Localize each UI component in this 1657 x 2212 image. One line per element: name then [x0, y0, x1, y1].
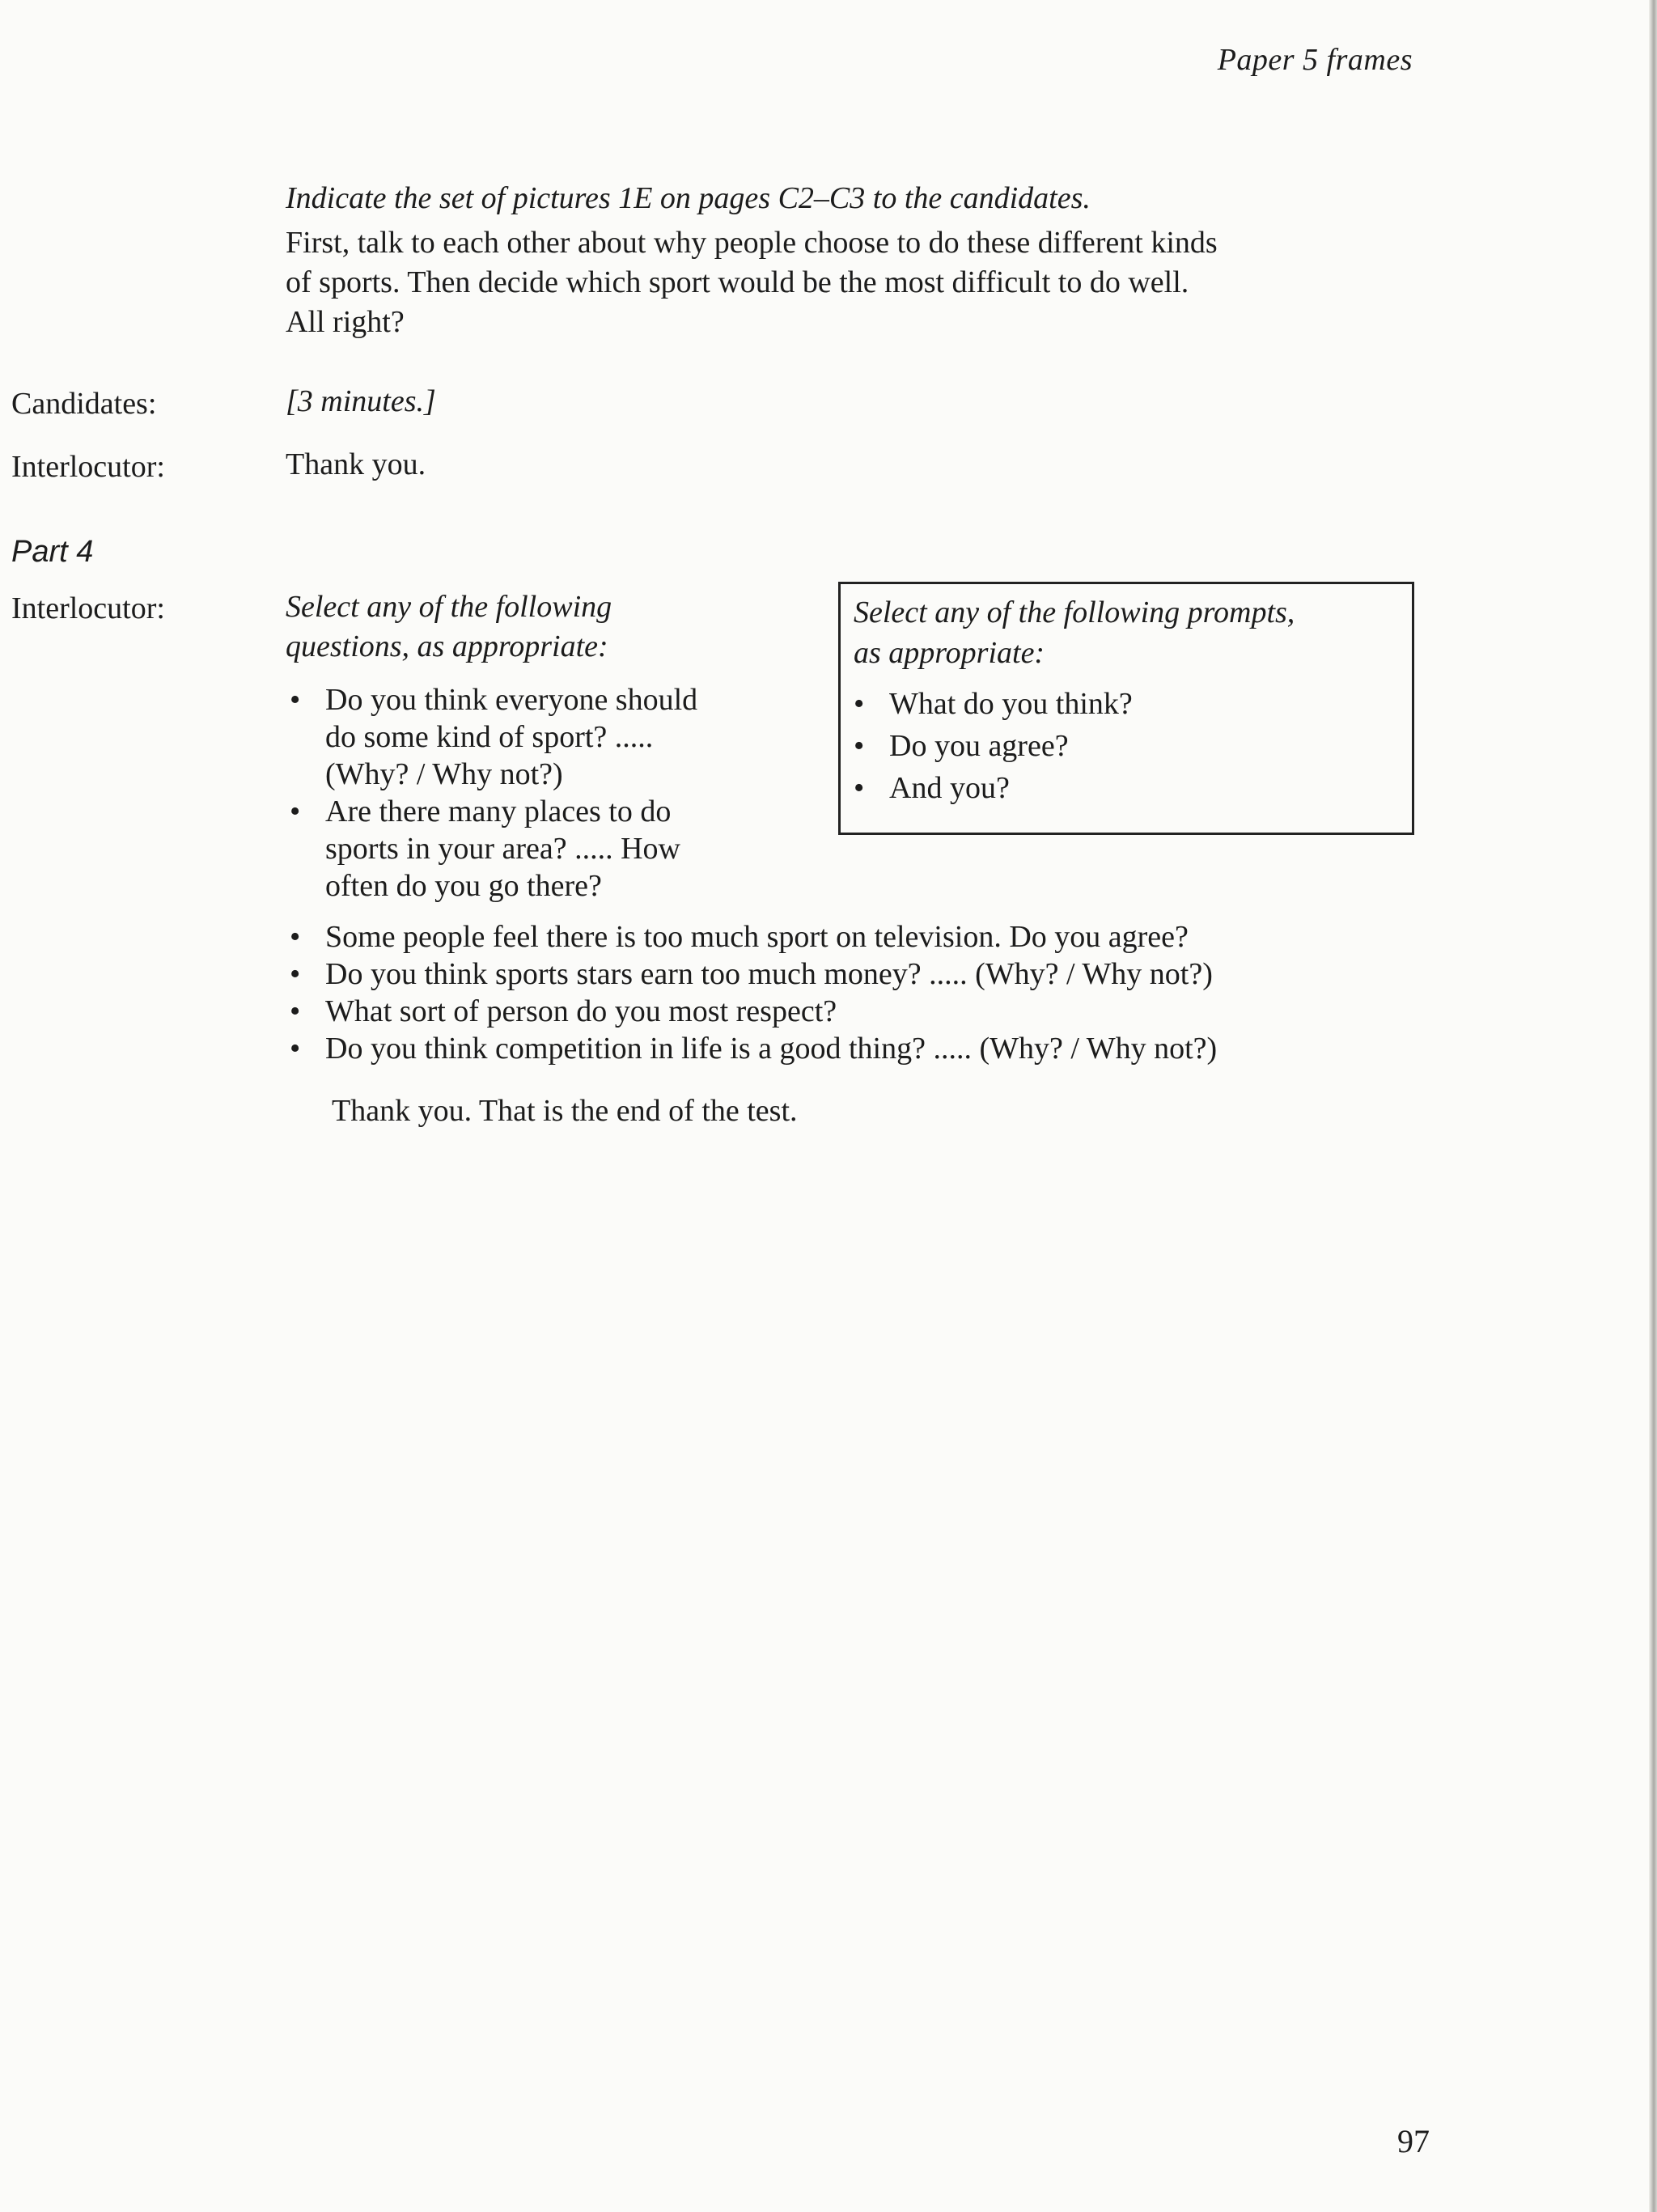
question-item: • Do you think competition in life is a good thing? ..... (Why? / Why not?) [290, 1030, 1422, 1067]
closing-text: Thank you. That is the end of the test. [332, 1094, 798, 1128]
prompt-item: • Do you agree? [854, 725, 1401, 767]
question-item: • Do you think everyone should do some kind of sport? ..... (Why? / Why not?) [290, 681, 807, 793]
questions-intro-line: questions, as appropriate: [286, 629, 608, 663]
prompt-item: • And you? [854, 767, 1401, 809]
prompts-intro: Select any of the following prompts, as appropriate: [854, 595, 1295, 670]
questions-intro [286, 587, 612, 667]
interlocutor-thanks: Thank you. [286, 447, 426, 481]
interlocutor-label: Interlocutor: [11, 450, 165, 484]
questions-list-narrow [290, 681, 807, 905]
question-item: • Some people feel there is too much sport on television. Do you agree? [290, 918, 1422, 956]
questions-list-wide [290, 918, 1422, 1067]
part3-prompt-line: All right? [286, 305, 405, 339]
prompt-item: • What do you think? [854, 683, 1401, 725]
part3-prompt [286, 223, 1218, 342]
part3-prompt-line: First, talk to each other about why people choose to do these different kinds [286, 226, 1218, 260]
running-head: Paper 5 frames [1217, 43, 1413, 77]
page-number: 97 [1397, 2123, 1430, 2159]
question-item: • Are there many places to do sports in your area? ..... How often do you go there? [290, 793, 807, 905]
part3-prompt-line: of sports. Then decide which sport would be the most difficult to do well. [286, 265, 1189, 299]
question-item: • What sort of person do you most respect? [290, 993, 1422, 1030]
candidates-label: Candidates: [11, 387, 157, 421]
prompts-box [838, 582, 1414, 835]
part4-interlocutor-label: Interlocutor: [11, 591, 165, 625]
question-item: • Do you think sports stars earn too much money? ..... (Why? / Why not?) [290, 956, 1422, 993]
questions-intro-line: Select any of the following [286, 590, 612, 624]
scan-page-edge [1649, 0, 1657, 2212]
part-4-heading: Part 4 [11, 535, 94, 569]
candidates-timing: [3 minutes.] [286, 384, 436, 418]
instruction-pictures: Indicate the set of pictures 1E on pages C2–C3 to the candidates. [286, 181, 1091, 215]
